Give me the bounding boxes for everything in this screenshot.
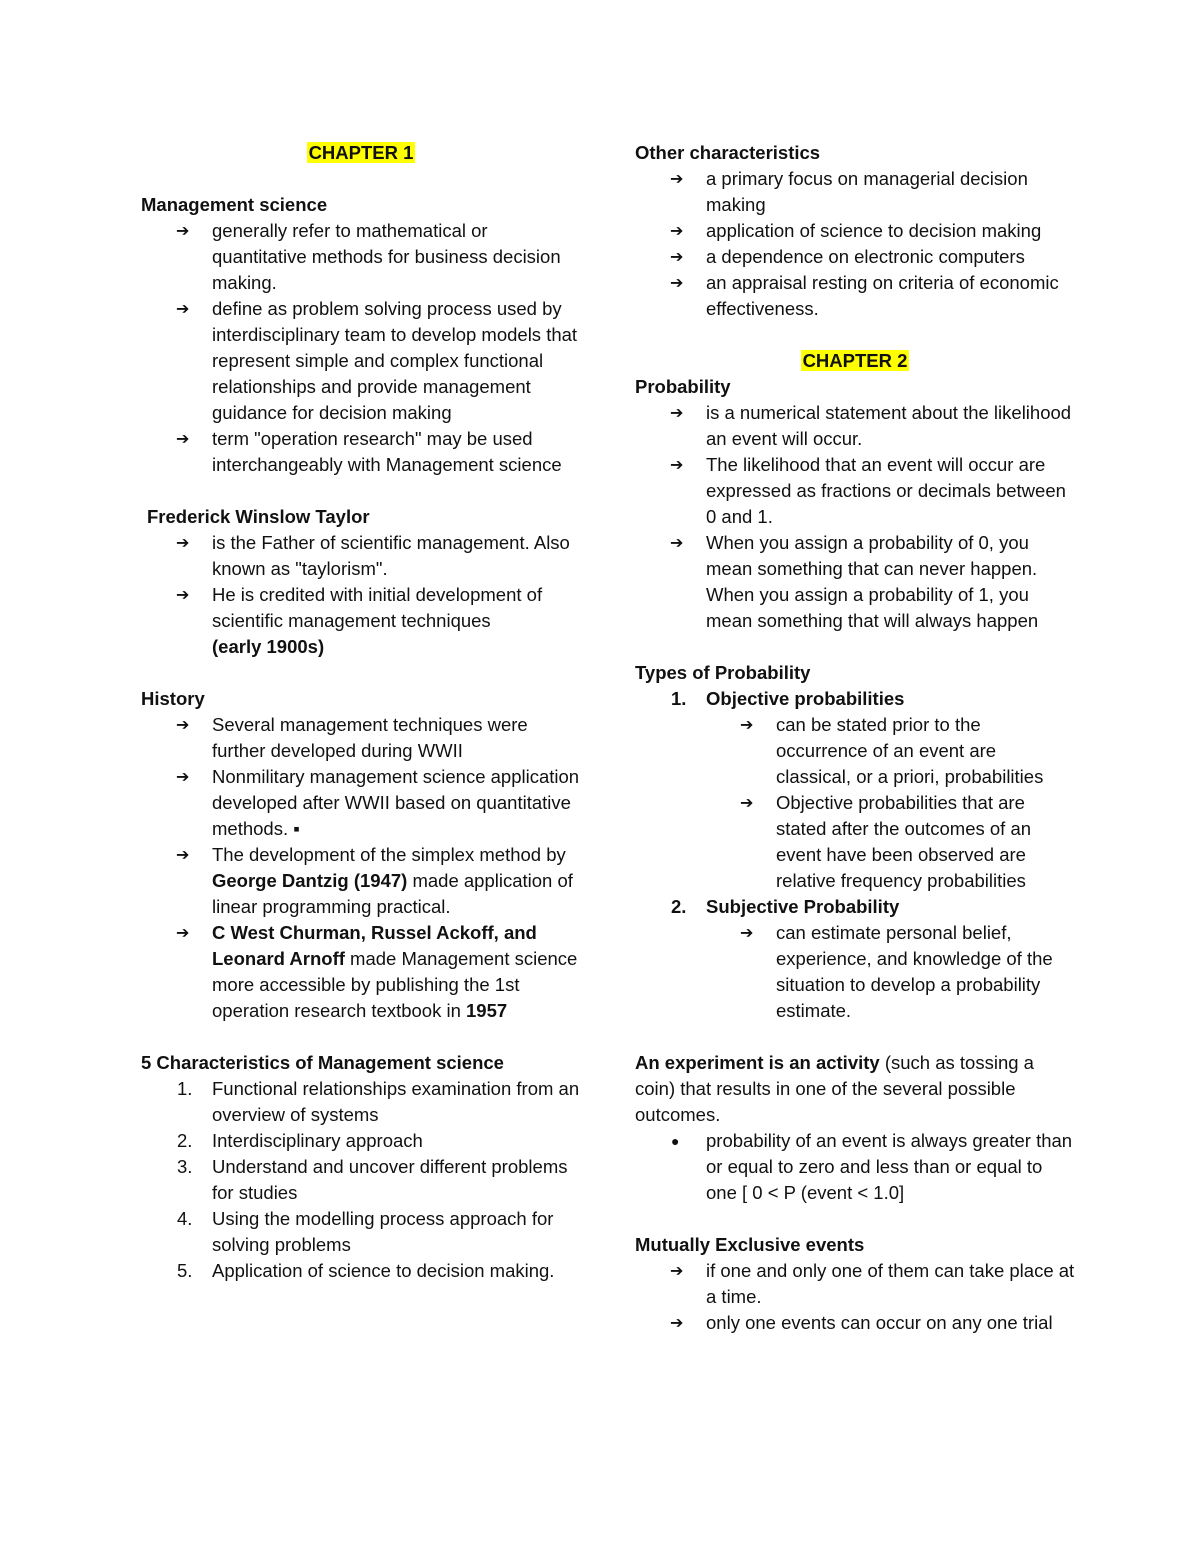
list-item: ➔ Objective probabilities that are stated after the outcomes of an event have been observed are relative frequency probabilities <box>740 792 1032 891</box>
list-item: ➔ application of science to decision making <box>635 218 1075 244</box>
arrow-bullet-icon: ➔ <box>176 923 190 942</box>
list-item: 4. Using the modelling process approach for solving problems <box>177 1208 554 1255</box>
arrow-bullet-icon: ➔ <box>670 247 684 266</box>
list-item: ➔ term "operation research" may be used interchangeably with Management science <box>176 428 562 475</box>
taylor-list <box>141 530 581 660</box>
five-characteristics-heading: 5 Characteristics of Management science <box>141 1052 504 1073</box>
list-item: ➔ The development of the simplex method by George Dantzig (1947) made application of linear programming practical. <box>176 844 573 917</box>
arrow-bullet-icon: ➔ <box>670 221 684 240</box>
list-item: 3. Understand and uncover different problems for studies <box>177 1156 568 1203</box>
arrow-bullet-icon: ➔ <box>176 585 190 604</box>
arrow-bullet-icon: ➔ <box>740 715 754 734</box>
arrow-bullet-icon: ➔ <box>670 533 684 552</box>
bullet-dot-icon: ● <box>671 1133 680 1149</box>
arrow-bullet-icon: ➔ <box>670 169 684 188</box>
arrow-bullet-icon: ➔ <box>670 403 684 422</box>
list-item: ➔ C West Churman, Russel Ackoff, and Leonard Arnoff made Management science more accessible by publishing the 1st operation research textbook in 1957 <box>176 922 578 1021</box>
experiment-list <box>635 1128 1075 1206</box>
chapter-2-title: CHAPTER 2 <box>802 350 908 371</box>
mutually-exclusive-heading: Mutually Exclusive events <box>635 1234 865 1255</box>
list-item: ➔ He is credited with initial development of scientific management techniques (early 1900s) <box>176 584 543 657</box>
list-item: ➔ Nonmilitary management science application developed after WWII based on quantitative methods. ▪ <box>176 766 580 839</box>
list-item: 2. Subjective Probability <box>671 896 900 917</box>
list-item: ➔ generally refer to mathematical or quantitative methods for business decision making. <box>176 220 561 293</box>
early-1900s-text: (early 1900s) <box>212 636 325 657</box>
list-item: ➔ The likelihood that an event will occur are expressed as fractions or decimals between 0 and 1. <box>670 454 1066 527</box>
five-characteristics-list <box>141 1076 581 1284</box>
arrow-bullet-icon: ➔ <box>176 845 190 864</box>
arrow-bullet-icon: ➔ <box>740 793 754 812</box>
list-item: ➔ is the Father of scientific management. Also known as "taylorism". <box>176 532 570 579</box>
arrow-bullet-icon: ➔ <box>670 1313 684 1332</box>
mutually-exclusive-list <box>635 1258 1075 1336</box>
arrow-bullet-icon: ➔ <box>670 1261 684 1280</box>
history-list <box>141 712 581 1024</box>
types-of-probability-list <box>635 686 1075 712</box>
list-item: ➔ Several management techniques were further developed during WWII <box>176 714 528 761</box>
list-item: ➔ define as problem solving process used by interdisciplinary team to develop models that represent simple and complex functional relationships and provide management guidance for decision making <box>176 298 578 423</box>
list-item: 2. Interdisciplinary approach <box>177 1130 423 1151</box>
probability-list <box>635 400 1075 634</box>
list-item: ➔ an appraisal resting on criteria of economic effectiveness. <box>670 272 1059 319</box>
other-characteristics-heading: Other characteristics <box>635 142 821 163</box>
arrow-bullet-icon: ➔ <box>176 533 190 552</box>
arrow-bullet-icon: ➔ <box>176 299 190 318</box>
arrow-bullet-icon: ➔ <box>176 429 190 448</box>
taylor-heading: Frederick Winslow Taylor <box>147 506 370 527</box>
arrow-bullet-icon: ➔ <box>176 767 190 786</box>
subjective-probability-list <box>635 920 1075 1024</box>
list-item: 5. Application of science to decision making. <box>177 1260 555 1281</box>
list-item: ➔ can be stated prior to the occurrence of an event are classical, or a priori, probabilities <box>740 714 1044 787</box>
chapter-1-title: CHAPTER 1 <box>308 142 414 163</box>
arrow-bullet-icon: ➔ <box>670 273 684 292</box>
probability-heading: Probability <box>635 376 731 397</box>
list-item: ➔ a dependence on electronic computers <box>635 244 1075 270</box>
list-item: 1. Objective probabilities <box>671 688 905 709</box>
list-item: ➔ only one events can occur on any one trial <box>635 1310 1075 1336</box>
other-characteristics-list <box>635 166 1075 322</box>
right-column <box>635 140 1075 1336</box>
list-item: ➔ a primary focus on managerial decision making <box>670 168 1028 215</box>
list-item: ➔ is a numerical statement about the likelihood an event will occur. <box>670 402 1072 449</box>
list-item: ● probability of an event is always greater than or equal to zero and less than or equal to one [ 0 < P (event < 1.0] <box>671 1130 1073 1203</box>
arrow-bullet-icon: ➔ <box>670 455 684 474</box>
management-science-heading: Management science <box>141 194 328 215</box>
list-item: 1. Functional relationships examination from an overview of systems <box>177 1078 580 1125</box>
objective-probabilities-list <box>635 712 1075 894</box>
list-item: ➔ When you assign a probability of 0, you mean something that can never happen. When you assign a probability of 1, you mean something that will always happen <box>670 532 1039 631</box>
arrow-bullet-icon: ➔ <box>176 221 190 240</box>
list-item: ➔ if one and only one of them can take place at a time. <box>670 1260 1075 1307</box>
arrow-bullet-icon: ➔ <box>176 715 190 734</box>
types-of-probability-list-2 <box>635 894 1075 920</box>
history-heading: History <box>141 688 205 709</box>
left-column <box>141 140 581 1284</box>
experiment-paragraph: An experiment is an activity (such as tossing a coin) that results in one of the several possible outcomes. <box>635 1052 1034 1125</box>
list-item: ➔ can estimate personal belief, experience, and knowledge of the situation to develop a probability estimate. <box>740 922 1053 1021</box>
types-of-probability-heading: Types of Probability <box>635 662 811 683</box>
arrow-bullet-icon: ➔ <box>740 923 754 942</box>
management-science-list <box>141 218 581 478</box>
